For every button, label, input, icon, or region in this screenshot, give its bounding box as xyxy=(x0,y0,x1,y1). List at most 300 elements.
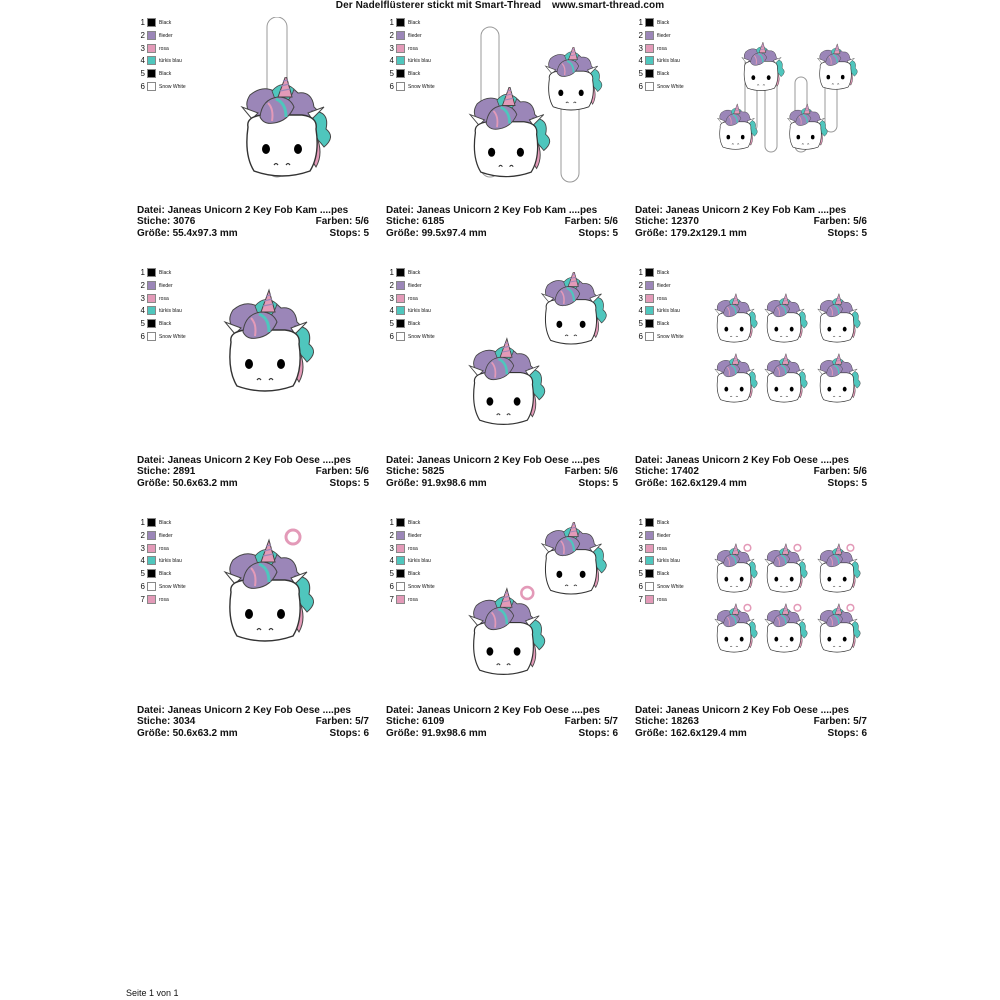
thread-name: türkis blau xyxy=(657,308,680,315)
thread-name: Snow White xyxy=(657,83,684,90)
size-label: Größe: xyxy=(386,477,419,489)
thread-number: 2 xyxy=(638,30,643,40)
stitches-label: Stiche: xyxy=(386,216,420,228)
size-value: 55.4x97.3 mm xyxy=(172,227,238,239)
thread-name: türkis blau xyxy=(159,58,182,65)
size-label: Größe: xyxy=(635,227,668,239)
key-ring-loop xyxy=(794,544,801,551)
key-ring-loop xyxy=(847,604,854,611)
thread-name: Black xyxy=(657,270,670,276)
thread-name: Black xyxy=(657,520,670,526)
stitches-row xyxy=(137,716,369,727)
thread-name: türkis blau xyxy=(408,308,431,315)
thread-name: rosa xyxy=(657,45,667,52)
stitches-label: Stiche: xyxy=(137,216,171,228)
colors-label: Farben: xyxy=(315,216,353,228)
thread-name: Black xyxy=(159,20,172,26)
key-ring-loop xyxy=(744,604,751,611)
unicorn-head xyxy=(818,294,861,342)
thread-number: 1 xyxy=(638,268,643,277)
thread-name: rosa xyxy=(159,596,169,603)
design-info xyxy=(635,705,867,739)
stitches-row xyxy=(635,466,867,477)
colors-label: Farben: xyxy=(564,716,602,728)
stitches-value: 18263 xyxy=(671,716,699,728)
file-name: Janeas Unicorn 2 Key Fob Kam ....pes xyxy=(167,205,349,216)
embroidery-preview xyxy=(137,267,377,442)
thread-name: Snow White xyxy=(159,333,186,340)
thread-name: rosa xyxy=(657,295,667,302)
thread-name: Black xyxy=(657,321,670,328)
thread-number: 4 xyxy=(389,56,394,66)
thread-number: 6 xyxy=(638,581,643,591)
thread-number: 4 xyxy=(638,556,643,566)
thread-number: 4 xyxy=(389,306,394,316)
thread-name: türkis blau xyxy=(657,558,680,565)
thread-name: Black xyxy=(408,270,421,276)
file-row xyxy=(635,705,867,716)
thread-name: Black xyxy=(408,20,421,26)
stops-group xyxy=(579,228,618,239)
thread-number: 5 xyxy=(140,69,145,79)
colors-label: Farben: xyxy=(315,466,353,478)
colors-label: Farben: xyxy=(315,716,353,728)
size-label: Größe: xyxy=(137,227,170,239)
colors-label: Farben: xyxy=(813,716,851,728)
thread-name: flieder xyxy=(408,282,422,289)
stops-group xyxy=(330,478,369,489)
thread-number: 2 xyxy=(140,280,145,290)
unicorn-head xyxy=(788,104,828,149)
stitches-row xyxy=(386,216,618,227)
embroidery-preview xyxy=(635,17,875,192)
stops-label: Stops: xyxy=(578,727,610,739)
thread-number: 3 xyxy=(389,293,394,303)
stitches-label: Stiche: xyxy=(635,716,669,728)
thread-number: 4 xyxy=(638,56,643,66)
design-info xyxy=(386,705,618,739)
stitches-label: Stiche: xyxy=(635,216,669,228)
stitches-row xyxy=(386,466,618,477)
thread-name: rosa xyxy=(159,545,169,552)
key-ring-loop xyxy=(286,530,300,544)
stops-group xyxy=(579,728,618,739)
unicorn-head xyxy=(470,587,545,674)
design-info xyxy=(635,205,867,239)
colors-group xyxy=(565,466,618,477)
thread-name: türkis blau xyxy=(408,58,431,65)
thread-number: 5 xyxy=(638,319,643,329)
thread-name: Black xyxy=(159,270,172,276)
colors-group xyxy=(814,716,867,727)
design-info xyxy=(137,705,369,739)
size-value: 162.6x129.4 mm xyxy=(670,727,747,739)
stops-value: 5 xyxy=(612,477,618,489)
thread-name: Black xyxy=(159,520,172,526)
thread-number: 7 xyxy=(140,594,145,604)
colors-group xyxy=(316,716,369,727)
file-row xyxy=(635,205,867,216)
size-value: 50.6x63.2 mm xyxy=(172,727,238,739)
size-row xyxy=(137,228,369,239)
thread-number: 1 xyxy=(389,268,394,277)
size-label: Größe: xyxy=(137,477,170,489)
colors-value: 5/6 xyxy=(604,216,618,228)
unicorn-head xyxy=(715,604,758,652)
stops-label: Stops: xyxy=(827,727,859,739)
design-cell xyxy=(137,267,377,497)
thread-name: rosa xyxy=(159,45,169,52)
stops-value: 5 xyxy=(363,477,369,489)
thread-number: 5 xyxy=(638,569,643,579)
thread-name: Black xyxy=(408,321,421,328)
thread-name: rosa xyxy=(657,545,667,552)
thread-name: rosa xyxy=(408,596,418,603)
thread-name: türkis blau xyxy=(159,308,182,315)
unicorn-head xyxy=(715,544,758,592)
design-cell xyxy=(635,517,875,747)
thread-number: 4 xyxy=(140,56,145,66)
thread-name: rosa xyxy=(159,295,169,302)
file-label: Datei: xyxy=(635,705,663,716)
colors-value: 5/6 xyxy=(604,466,618,478)
thread-name: Black xyxy=(657,71,670,78)
stops-value: 6 xyxy=(861,727,867,739)
design-info xyxy=(137,455,369,489)
file-row xyxy=(386,705,618,716)
file-name: Janeas Unicorn 2 Key Fob Oese ....pes xyxy=(416,705,600,716)
thread-number: 1 xyxy=(638,518,643,527)
size-row xyxy=(386,478,618,489)
stops-value: 6 xyxy=(612,727,618,739)
key-ring-loop xyxy=(521,587,533,599)
unicorn-head xyxy=(765,544,808,592)
thread-number: 1 xyxy=(389,518,394,527)
file-label: Datei: xyxy=(386,705,414,716)
thread-number: 6 xyxy=(389,581,394,591)
unicorn-head xyxy=(242,75,331,176)
stops-value: 5 xyxy=(612,227,618,239)
stops-group xyxy=(579,478,618,489)
thread-name: rosa xyxy=(408,45,418,52)
thread-name: Snow White xyxy=(159,583,186,590)
thread-number: 2 xyxy=(389,30,394,40)
thread-name: Snow White xyxy=(657,583,684,590)
key-ring-loop xyxy=(744,544,751,551)
embroidery-preview xyxy=(137,17,377,192)
thread-number: 4 xyxy=(389,556,394,566)
unicorn-head xyxy=(818,604,861,652)
page-header xyxy=(0,0,1000,12)
stops-label: Stops: xyxy=(329,727,361,739)
embroidery-preview xyxy=(635,517,875,692)
unicorn-head xyxy=(225,530,314,641)
stitches-value: 6185 xyxy=(422,216,445,228)
unicorn-head xyxy=(470,339,545,425)
size-value: 162.6x129.4 mm xyxy=(670,477,747,489)
file-name: Janeas Unicorn 2 Key Fob Oese ....pes xyxy=(167,705,351,716)
embroidery-preview xyxy=(386,17,626,192)
unicorn-head xyxy=(715,294,758,342)
thread-name: flieder xyxy=(657,32,671,39)
file-row xyxy=(635,455,867,466)
size-row xyxy=(635,478,867,489)
file-row xyxy=(137,705,369,716)
colors-value: 5/6 xyxy=(853,466,867,478)
page-footer: Seite 1 von 1 xyxy=(126,988,179,998)
colors-value: 5/7 xyxy=(355,716,369,728)
thread-number: 4 xyxy=(140,306,145,316)
thread-number: 4 xyxy=(638,306,643,316)
stitches-row xyxy=(386,716,618,727)
thread-number: 6 xyxy=(389,81,394,91)
stops-value: 5 xyxy=(861,227,867,239)
stitches-value: 17402 xyxy=(671,466,699,478)
stitches-row xyxy=(635,216,867,227)
design-info xyxy=(386,205,618,239)
stitches-value: 5825 xyxy=(422,466,445,478)
file-name: Janeas Unicorn 2 Key Fob Oese ....pes xyxy=(665,705,849,716)
thread-number: 3 xyxy=(140,43,145,53)
colors-group xyxy=(814,466,867,477)
thread-name: rosa xyxy=(408,295,418,302)
stops-label: Stops: xyxy=(329,477,361,489)
thread-number: 5 xyxy=(140,569,145,579)
stitches-value: 12370 xyxy=(671,216,699,228)
size-row xyxy=(137,728,369,739)
unicorn-head xyxy=(225,290,314,391)
file-label: Datei: xyxy=(386,455,414,466)
colors-value: 5/7 xyxy=(853,716,867,728)
thread-number: 1 xyxy=(140,268,145,277)
size-value: 179.2x129.1 mm xyxy=(670,227,747,239)
key-ring-loop xyxy=(794,604,801,611)
file-label: Datei: xyxy=(137,705,165,716)
file-label: Datei: xyxy=(137,455,165,466)
unicorn-head xyxy=(818,44,858,89)
thread-number: 7 xyxy=(638,594,643,604)
colors-label: Farben: xyxy=(813,216,851,228)
thread-number: 1 xyxy=(638,18,643,27)
stitches-label: Stiche: xyxy=(386,466,420,478)
thread-number: 6 xyxy=(140,81,145,91)
thread-number: 3 xyxy=(638,293,643,303)
file-name: Janeas Unicorn 2 Key Fob Oese ....pes xyxy=(416,455,600,466)
colors-group xyxy=(565,716,618,727)
stitches-label: Stiche: xyxy=(635,466,669,478)
stitches-value: 3034 xyxy=(173,716,196,728)
thread-number: 2 xyxy=(140,530,145,540)
stops-label: Stops: xyxy=(578,227,610,239)
stops-label: Stops: xyxy=(329,227,361,239)
thread-number: 1 xyxy=(140,18,145,27)
size-label: Größe: xyxy=(635,727,668,739)
file-label: Datei: xyxy=(635,205,663,216)
thread-name: Black xyxy=(408,571,421,578)
colors-group xyxy=(565,216,618,227)
size-value: 99.5x97.4 mm xyxy=(421,227,487,239)
colors-value: 5/6 xyxy=(355,466,369,478)
thread-name: flieder xyxy=(159,532,173,539)
file-row xyxy=(386,455,618,466)
file-label: Datei: xyxy=(137,205,165,216)
stops-group xyxy=(330,728,369,739)
key-ring-loop xyxy=(847,544,854,551)
thread-name: Black xyxy=(159,571,172,578)
size-label: Größe: xyxy=(386,227,419,239)
design-info xyxy=(635,455,867,489)
stops-value: 6 xyxy=(363,727,369,739)
size-value: 91.9x98.6 mm xyxy=(421,477,487,489)
unicorn-head xyxy=(765,294,808,342)
thread-name: Black xyxy=(408,520,421,526)
embroidery-preview xyxy=(635,267,875,442)
thread-name: Black xyxy=(657,20,670,26)
stops-label: Stops: xyxy=(827,477,859,489)
colors-value: 5/6 xyxy=(355,216,369,228)
thread-number: 5 xyxy=(638,69,643,79)
thread-name: Snow White xyxy=(408,583,435,590)
design-cell xyxy=(137,17,377,247)
file-name: Janeas Unicorn 2 Key Fob Oese ....pes xyxy=(665,455,849,466)
stitches-row xyxy=(137,216,369,227)
thread-name: rosa xyxy=(657,596,667,603)
colors-group xyxy=(814,216,867,227)
thread-name: Black xyxy=(159,71,172,78)
thread-number: 2 xyxy=(140,30,145,40)
file-label: Datei: xyxy=(386,205,414,216)
thread-number: 1 xyxy=(140,518,145,527)
unicorn-head xyxy=(542,521,606,594)
thread-name: Snow White xyxy=(159,83,186,90)
thread-number: 1 xyxy=(389,18,394,27)
stops-group xyxy=(828,228,867,239)
stitches-value: 3076 xyxy=(173,216,196,228)
colors-value: 5/7 xyxy=(604,716,618,728)
unicorn-head xyxy=(546,46,602,110)
design-cell xyxy=(386,267,626,497)
thread-number: 2 xyxy=(638,280,643,290)
size-row xyxy=(386,228,618,239)
file-name: Janeas Unicorn 2 Key Fob Kam ....pes xyxy=(665,205,847,216)
thread-name: Black xyxy=(657,571,670,578)
thread-name: Black xyxy=(159,321,172,328)
thread-number: 6 xyxy=(389,331,394,341)
thread-name: flieder xyxy=(408,532,422,539)
thread-name: flieder xyxy=(159,282,173,289)
embroidery-preview xyxy=(137,517,377,692)
thread-number: 6 xyxy=(638,81,643,91)
embroidery-preview xyxy=(386,267,626,442)
thread-number: 7 xyxy=(389,594,394,604)
thread-name: flieder xyxy=(657,532,671,539)
colors-label: Farben: xyxy=(564,466,602,478)
thread-name: flieder xyxy=(408,32,422,39)
header-url: www.smart-thread.com xyxy=(552,0,665,11)
colors-label: Farben: xyxy=(564,216,602,228)
stops-group xyxy=(828,728,867,739)
stops-label: Stops: xyxy=(578,477,610,489)
file-name: Janeas Unicorn 2 Key Fob Oese ....pes xyxy=(167,455,351,466)
stitches-label: Stiche: xyxy=(386,716,420,728)
thread-name: türkis blau xyxy=(159,558,182,565)
thread-number: 5 xyxy=(389,69,394,79)
colors-label: Farben: xyxy=(813,466,851,478)
thread-name: flieder xyxy=(159,32,173,39)
thread-name: Snow White xyxy=(408,333,435,340)
colors-value: 5/6 xyxy=(853,216,867,228)
thread-number: 6 xyxy=(140,331,145,341)
unicorn-head xyxy=(715,354,758,402)
header-title: Der Nadelflüsterer stickt mit Smart-Thread xyxy=(335,0,542,11)
size-row xyxy=(137,478,369,489)
file-label: Datei: xyxy=(635,455,663,466)
thread-number: 2 xyxy=(638,530,643,540)
stitches-value: 6109 xyxy=(422,716,445,728)
thread-number: 5 xyxy=(389,319,394,329)
thread-number: 3 xyxy=(638,43,643,53)
thread-number: 6 xyxy=(140,581,145,591)
thread-name: rosa xyxy=(408,545,418,552)
stops-value: 5 xyxy=(861,477,867,489)
unicorn-head xyxy=(765,604,808,652)
size-value: 91.9x98.6 mm xyxy=(421,727,487,739)
thread-number: 5 xyxy=(140,319,145,329)
stops-group xyxy=(828,478,867,489)
size-row xyxy=(386,728,618,739)
unicorn-head xyxy=(818,354,861,402)
thread-number: 3 xyxy=(140,543,145,553)
file-row xyxy=(137,205,369,216)
stops-value: 5 xyxy=(363,227,369,239)
unicorn-head xyxy=(542,271,606,344)
size-label: Größe: xyxy=(137,727,170,739)
embroidery-preview xyxy=(386,517,626,692)
thread-name: flieder xyxy=(657,282,671,289)
thread-name: Snow White xyxy=(408,83,435,90)
stitches-label: Stiche: xyxy=(137,466,171,478)
thread-number: 3 xyxy=(389,43,394,53)
thread-number: 6 xyxy=(638,331,643,341)
file-row xyxy=(137,455,369,466)
thread-number: 2 xyxy=(389,280,394,290)
thread-number: 3 xyxy=(140,293,145,303)
size-value: 50.6x63.2 mm xyxy=(172,477,238,489)
design-cell xyxy=(386,17,626,247)
size-label: Größe: xyxy=(635,477,668,489)
thread-name: Snow White xyxy=(657,333,684,340)
unicorn-head xyxy=(818,544,861,592)
thread-name: türkis blau xyxy=(408,558,431,565)
thread-name: Black xyxy=(408,71,421,78)
file-row xyxy=(386,205,618,216)
thread-number: 2 xyxy=(389,530,394,540)
colors-group xyxy=(316,466,369,477)
colors-group xyxy=(316,216,369,227)
design-info xyxy=(386,455,618,489)
unicorn-head xyxy=(765,354,808,402)
stitches-value: 2891 xyxy=(173,466,196,478)
thread-number: 3 xyxy=(389,543,394,553)
thread-name: türkis blau xyxy=(657,58,680,65)
design-info xyxy=(137,205,369,239)
thread-number: 4 xyxy=(140,556,145,566)
design-cell xyxy=(635,17,875,247)
size-row xyxy=(635,728,867,739)
design-cell xyxy=(386,517,626,747)
stitches-row xyxy=(137,466,369,477)
size-label: Größe: xyxy=(386,727,419,739)
